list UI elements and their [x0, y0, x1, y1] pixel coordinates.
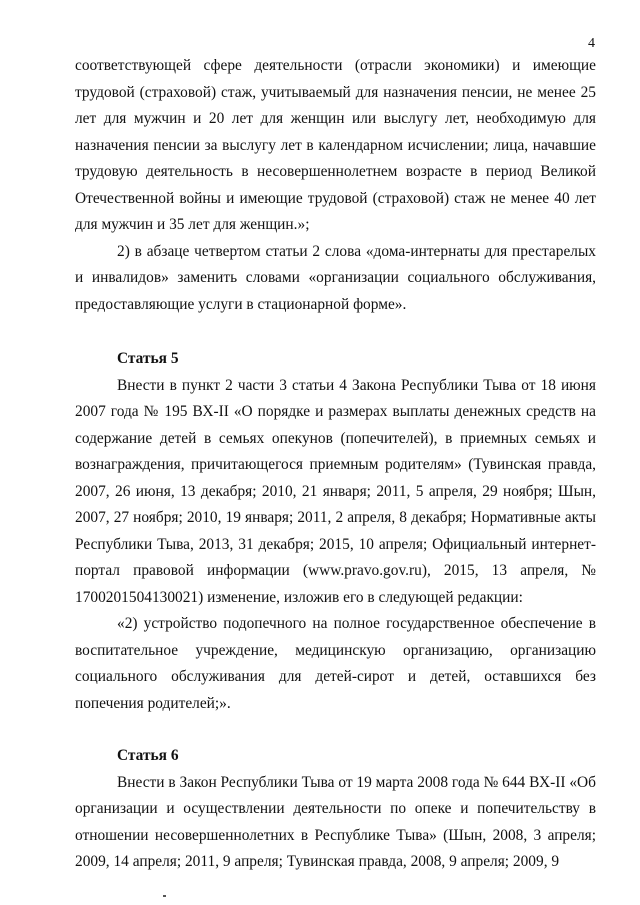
document-body	[75, 53, 596, 876]
spacer	[75, 717, 596, 743]
article-6-heading: Статья 6	[117, 747, 179, 764]
article-5-paragraph: Внести в пункт 2 части 3 статьи 4 Закона Республики Тыва от 18 июня 2007 года № 195 ВХ-II «О порядке и размерах выплаты денежных средств на содержание детей в семьях опекунов (попечителей), в приемных семьях и вознаграждения, причитающегося приемным родителям» (Тувинская правда, 2007, 26 июня, 13 декабря; 2010, 21 января; 2011, 5 апреля, 29 ноября; Шын, 2007, 27 ноября; 2010, 19 января; 2011, 2 апреля, 8 декабря; Нормативные акты Республики Тыва, 2013, 31 декабря; 2015, 10 апреля; Официальный интернет-портал правовой информации (www.pravo.gov.ru), 2015, 13 апреля, № 1700201504130021) изменение, изложив его в следующей редакции:	[75, 376, 596, 606]
article-6-paragraph: Внести в Закон Республики Тыва от 19 марта 2008 года № 644 ВХ-II «Об организации и осуществлении деятельности по опеке и попечительству в отношении несовершеннолетних в Республике Тыва» (Шын, 2008, 3 апреля; 2009, 14 апреля; 2011, 9 апреля; Тувинская правда, 2008, 9 апреля; 2009, 9	[75, 773, 596, 870]
page-number: 4	[588, 36, 595, 51]
article-5-heading: Статья 5	[117, 350, 179, 367]
article-5-quoted-paragraph: «2) устройство подопечного на полное государственное обеспечение в воспитательное учреждение, медицинскую организацию, организацию социального обслуживания для детей-сирот и детей, оставшихся без попечения родителей;».	[75, 615, 596, 712]
scan-speck	[163, 895, 166, 897]
spacer	[75, 318, 596, 346]
paragraph-item-2: 2) в абзаце четвертом статьи 2 слова «дома-интернаты для престарелых и инвалидов» заменить словами «организации социального обслуживания, предоставляющие услуги в стационарной форме».	[75, 242, 596, 313]
paragraph-continued: соответствующей сфере деятельности (отрасли экономики) и имеющие трудовой (страховой) стаж, учитываемый для назначения пенсии, не менее 25 лет для мужчин и 20 лет для женщин или выслугу лет, необходимую для назначения пенсии за выслугу лет в календарном исчислении; лица, начавшие трудовую деятельность в несовершеннолетнем возрасте в период Великой Отечественной войны и имеющие трудовой (страховой) стаж не менее 40 лет для мужчин и 35 лет для женщин.»;	[75, 57, 596, 233]
